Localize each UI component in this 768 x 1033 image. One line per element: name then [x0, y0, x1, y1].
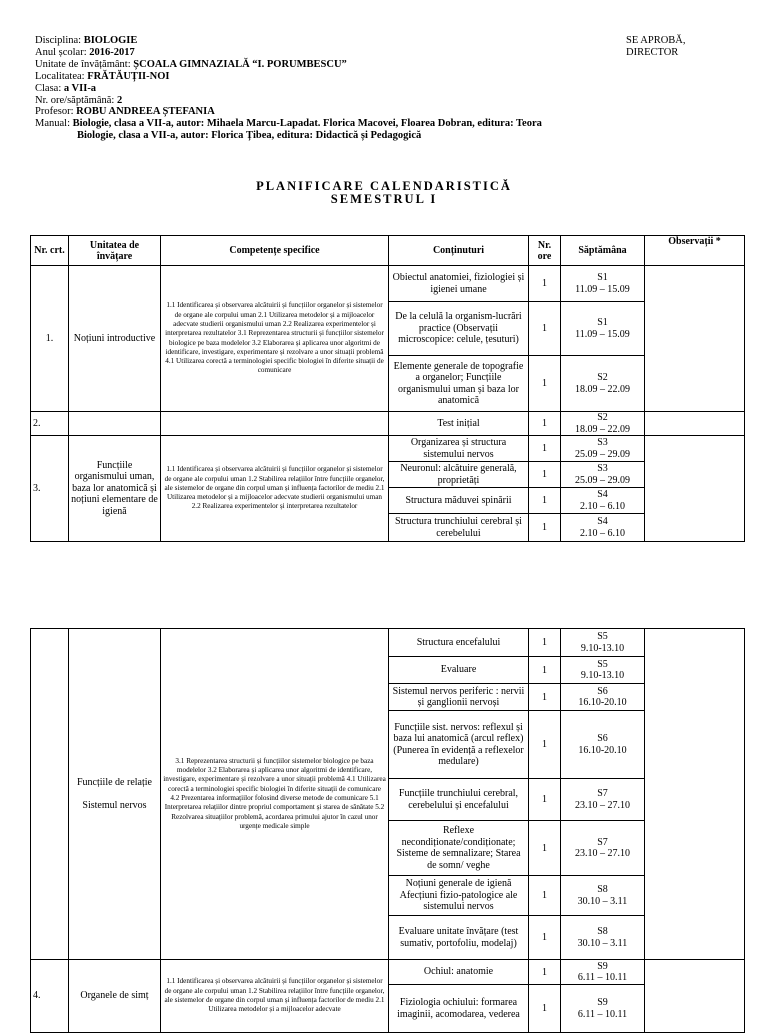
label: Manual:	[35, 118, 70, 130]
label: Anul școlar:	[35, 46, 87, 58]
week-id: S9	[597, 997, 608, 1008]
week-id: S8	[597, 926, 608, 937]
week-dates: 9.10-13.10	[580, 670, 625, 681]
table-row	[31, 960, 745, 985]
week-dates: 30.10 – 3.11	[577, 937, 628, 949]
week-dates: 16.10-20.10	[578, 697, 627, 708]
label: Clasa:	[35, 82, 62, 94]
row-competente: 1.1 Identificarea și observarea alcătuirii și funcțiilor organelor și sistemelor de organe ale corpului uman 1.2 Stabilirea relațiilor între funcțiile organelor, ale sistemelor de organe din corpul uman și influența factorilor de mediu 2.1 Utilizarea metodelor și a mijloacelor adecvate studierii organismului uman 2.2 Realizarea experimentelor și interpretarea rezultatelor	[161, 436, 389, 542]
row-ore: 1	[529, 266, 561, 302]
approval-line: SE APROBĂ,	[626, 35, 686, 46]
row-saptamana	[561, 436, 645, 462]
row-ore: 1	[529, 684, 561, 711]
label: Localitatea:	[35, 70, 85, 82]
row-continut: Structura măduvei spinării	[389, 488, 529, 514]
row-saptamana	[561, 629, 645, 657]
plan-table-2	[30, 628, 745, 1033]
row-ore: 1	[529, 629, 561, 657]
label: Unitate de învățământ:	[35, 58, 131, 70]
week-id: S9	[597, 960, 608, 972]
week-id: S5	[597, 631, 608, 642]
row-continut: Structura trunchiului cerebral și cerebelului	[389, 514, 529, 542]
row-continut: Elemente generale de topografie a organelor; Funcțiile organismului uman și baza lor anatomică	[389, 356, 529, 412]
row-continut: Evaluare unitate învățare (test sumativ, portofoliu, modelaj)	[389, 916, 529, 960]
week-id: S4	[597, 516, 608, 527]
row-saptamana	[561, 302, 645, 356]
row-saptamana	[561, 356, 645, 412]
row-saptamana	[561, 266, 645, 302]
row-continut: Sistemul nervos periferic : nervii și ganglionii nervoși	[389, 684, 529, 711]
row-competente: 1.1 Identificarea și observarea alcătuirii și funcțiilor organelor și sistemelor de organe ale corpului uman 2.1 Utilizarea metodelor și a mijloacelor adecvate studierii organismului uman 2.2 Realizarea experimentelor și interpretarea rezultatelor 3.1 Reprezentarea structurii și funcțiilor sistemelor biologice pe baza modelelor 3.2 Elaborarea și aplicarea unor algoritmi de identificare, investigare, experimentare și rezolvare a unor situații problemă 4.1 Utilizarea corectă a terminologiei specific biologiei în diferite situații de comunicare	[161, 266, 389, 412]
unitate-value: ȘCOALA GIMNAZIALĂ “I. PORUMBESCU”	[133, 58, 347, 70]
table-header-row	[31, 236, 745, 266]
unit-name: Funcțiile de relație	[77, 777, 152, 788]
row-continut: De la celulă la organism-lucrări practice (Observații microscopice: celule, țesuturi)	[389, 302, 529, 356]
row-nr: 2.	[31, 412, 69, 436]
table-row	[31, 629, 745, 657]
table-row	[31, 266, 745, 302]
table-row	[31, 412, 745, 436]
ore-line	[35, 95, 542, 107]
week-dates: 18.09 – 22.09	[575, 383, 630, 395]
week-id: S6	[597, 733, 608, 744]
week-id: S7	[597, 788, 608, 799]
row-saptamana	[561, 657, 645, 684]
manual1-value: Biologie, clasa a VII-a, autor: Mihaela Marcu-Lapadat. Florica Macovei, Floarea Dobran, editura: Teora	[72, 118, 542, 130]
row-saptamana	[561, 916, 645, 960]
row-saptamana	[561, 514, 645, 542]
week-id: S6	[597, 685, 608, 697]
row-ore: 1	[529, 711, 561, 779]
unitate-line	[35, 59, 542, 71]
col-unitatea: Unitatea de învățare	[69, 236, 161, 266]
row-ore: 1	[529, 960, 561, 985]
row-continut: Reflexe necondiționate/condiționate; Sisteme de semnalizare; Starea de somn/ veghe	[389, 821, 529, 876]
row-continut: Fiziologia ochiului: formarea imaginii, acomodarea, vederea	[389, 985, 529, 1033]
director-line: DIRECTOR	[626, 46, 679, 58]
row-continut: Ochiul: anatomie	[389, 960, 529, 985]
unit-subname: Sistemul nervos	[82, 799, 147, 811]
page-title	[0, 180, 768, 206]
week-id: S3	[597, 463, 608, 474]
week-dates: 23.10 – 27.10	[575, 799, 630, 811]
week-dates: 30.10 – 3.11	[577, 895, 628, 907]
subtitle-line: SEMESTRUL I	[330, 192, 438, 206]
profesor-line	[35, 106, 542, 118]
col-continuturi: Conținuturi	[389, 236, 529, 266]
row-ore: 1	[529, 916, 561, 960]
label: Profesor:	[35, 106, 74, 118]
manual-line	[35, 118, 542, 130]
week-dates: 16.10-20.10	[578, 744, 627, 756]
document-header	[35, 35, 542, 142]
week-id: S1	[597, 317, 608, 328]
row-continut: Structura encefalului	[389, 629, 529, 657]
row-ore: 1	[529, 876, 561, 916]
disciplina-line	[35, 35, 542, 47]
plan-table-1	[30, 235, 745, 542]
col-observatii: Observații *	[645, 236, 745, 266]
ore-value: 2	[116, 94, 123, 106]
row-continut: Evaluare	[389, 657, 529, 684]
row-continut: Noțiuni generale de igienă Afecțiuni fizio-patologice ale sistemului nervos	[389, 876, 529, 916]
an-value: 2016-2017	[89, 46, 135, 58]
profesor-value: ROBU ANDREEA ȘTEFANIA	[76, 106, 215, 118]
row-saptamana	[561, 711, 645, 779]
approval-block	[626, 35, 686, 59]
row-ore: 1	[529, 436, 561, 462]
week-dates: 11.09 – 15.09	[575, 328, 630, 340]
week-id: S5	[597, 658, 608, 670]
week-id: S7	[597, 836, 608, 848]
week-id: S4	[597, 489, 608, 500]
row-saptamana	[561, 876, 645, 916]
row-unit: Noțiuni introductive	[69, 266, 161, 412]
col-saptamana: Săptămâna	[561, 236, 645, 266]
row-continut: Test inițial	[389, 412, 529, 436]
week-id: S1	[597, 272, 608, 283]
row-continut: Funcțiile sist. nervos: reflexul și baza lui anatomică (arcul reflex) (Punerea în evidență a reflexelor medulare)	[389, 711, 529, 779]
week-dates: 11.09 – 15.09	[575, 283, 630, 295]
row-saptamana	[561, 684, 645, 711]
week-id: S2	[597, 372, 608, 383]
row-ore: 1	[529, 488, 561, 514]
row-observatii	[645, 266, 745, 412]
title-line: PLANIFICARE CALENDARISTICĂ	[256, 179, 512, 193]
row-continut: Neuronul: alcătuire generală, proprietăți	[389, 462, 529, 488]
localitate-line	[35, 71, 542, 83]
row-ore: 1	[529, 985, 561, 1033]
week-dates: 25.09 – 29.09	[575, 474, 630, 486]
disciplina-value: BIOLOGIE	[83, 35, 138, 46]
row-saptamana	[561, 779, 645, 821]
week-id: S8	[597, 884, 608, 895]
row-nr: 1.	[31, 266, 69, 412]
week-id: S3	[597, 437, 608, 448]
row-competente: 1.1 Identificarea și observarea alcătuirii și funcțiilor organelor și sistemelor de organe ale corpului uman 1.2 Stabilirea relațiilor între funcțiile organelor, ale sistemelor de organe din corpul uman și influența factorilor de mediu 2.1 Utilizarea metodelor și a mijloacelor adecvate	[161, 960, 389, 1033]
row-nr: 3.	[31, 436, 69, 542]
label: Nr. ore/săptămână:	[35, 94, 115, 106]
row-competente: 3.1 Reprezentarea structurii și funcțiilor sistemelor biologice pe baza modelelor 3.2 Elaborarea și aplicarea unor algoritmi de identificare, investigare, experimentare și rezolvare a unor situații problemă 4.1 Utilizarea corectă a terminologiei specific biologiei în diferite situații de comunicare 4.2 Prezentarea informațiilor folosind diverse metode de comunicare 5.1 Interpretarea relațiilor dintre propriul comportament și starea de sănătate 5.2 Rezolvarea situațiilor problemă, acordarea primului ajutor în cazul unor urgențe medicale simple	[161, 629, 389, 960]
col-nr: Nr. crt.	[31, 236, 69, 266]
row-continut: Funcțiile trunchiului cerebral, cerebelului și encefalului	[389, 779, 529, 821]
an-line	[35, 47, 542, 59]
row-saptamana	[561, 488, 645, 514]
row-continut: Obiectul anatomiei, fiziologiei și igienei umane	[389, 266, 529, 302]
row-ore: 1	[529, 462, 561, 488]
row-ore: 1	[529, 514, 561, 542]
row-ore: 1	[529, 657, 561, 684]
manual2-line	[35, 130, 542, 142]
row-unit: Funcțiile organismului uman, baza lor anatomică și noțiuni elementare de igienă	[69, 436, 161, 542]
week-dates: 2.10 – 6.10	[580, 527, 625, 539]
row-ore: 1	[529, 356, 561, 412]
row-saptamana	[561, 960, 645, 985]
row-ore: 1	[529, 821, 561, 876]
row-ore: 1	[529, 412, 561, 436]
row-ore: 1	[529, 302, 561, 356]
clasa-value: a VII-a	[63, 82, 97, 94]
row-saptamana	[561, 462, 645, 488]
row-continut: Organizarea și structura sistemului nervos	[389, 436, 529, 462]
week-dates: 6.11 – 10.11	[577, 1008, 628, 1020]
row-unit: Organele de simț	[69, 960, 161, 1033]
row-saptamana	[561, 412, 645, 436]
week-dates: 6.11 – 10.11	[577, 972, 628, 983]
row-saptamana	[561, 985, 645, 1033]
week-dates: 25.09 – 29.09	[575, 448, 630, 460]
label: Disciplina:	[35, 35, 82, 46]
clasa-line	[35, 83, 542, 95]
manual2-value: Biologie, clasa a VII-a, autor: Florica Țibea, editura: Didactică și Pedagogică	[77, 130, 422, 142]
week-dates: 23.10 – 27.10	[575, 848, 630, 859]
row-unit	[69, 629, 161, 960]
week-id: S2	[597, 412, 608, 423]
col-ore: Nr. ore	[529, 236, 561, 266]
week-dates: 2.10 – 6.10	[580, 500, 625, 512]
row-nr	[31, 629, 69, 960]
week-dates: 9.10-13.10	[580, 642, 625, 654]
row-nr: 4.	[31, 960, 69, 1033]
row-saptamana	[561, 821, 645, 876]
table-row	[31, 436, 745, 462]
col-competente: Competențe specifice	[161, 236, 389, 266]
week-dates: 18.09 – 22.09	[575, 423, 630, 435]
row-ore: 1	[529, 779, 561, 821]
localitate-value: FRĂTĂUȚII-NOI	[87, 70, 170, 82]
